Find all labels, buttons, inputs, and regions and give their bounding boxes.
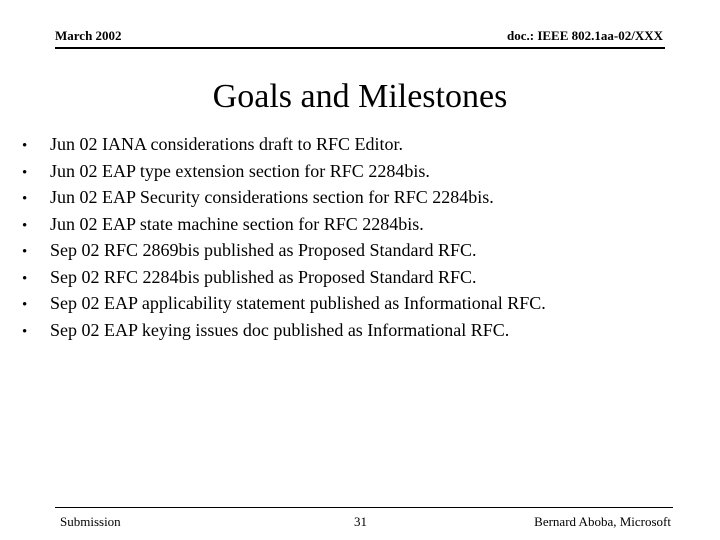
bullet-text: Sep 02 EAP keying issues doc published as Informational RFC. xyxy=(50,319,510,340)
footer-submission: Submission xyxy=(60,514,121,529)
bullet-glyph: • xyxy=(22,297,28,313)
bullet-item xyxy=(22,237,546,264)
bullet-text: Sep 02 RFC 2869bis published as Proposed Standard RFC. xyxy=(50,240,477,260)
bullet-glyph: • xyxy=(22,217,28,234)
bullet-glyph: • xyxy=(22,244,28,260)
bullet-glyph: • xyxy=(22,270,28,287)
bullet-text: Jun 02 EAP type extension section for RFC 2284bis. xyxy=(50,160,430,181)
footer-author: Bernard Aboba, Microsoft xyxy=(534,514,671,529)
bullet-glyph: • xyxy=(22,191,28,207)
bullet-item xyxy=(22,184,546,211)
slide-title: Goals and Milestones xyxy=(212,78,508,115)
footer-page-number: 31 xyxy=(354,514,367,529)
bullet-item xyxy=(22,317,546,344)
bullet-item xyxy=(22,290,546,317)
bullet-glyph: • xyxy=(22,323,28,340)
bullet-text: Sep 02 RFC 2284bis published as Proposed Standard RFC. xyxy=(50,266,477,287)
bullet-item xyxy=(22,264,546,291)
bullet-list xyxy=(22,131,546,343)
bullet-glyph: • xyxy=(22,138,28,154)
footer-rule xyxy=(55,507,673,508)
header-date: March 2002 xyxy=(55,28,122,43)
header-doc-id: doc.: IEEE 802.1aa-02/XXX xyxy=(506,28,663,43)
bullet-text: Jun 02 IANA considerations draft to RFC Editor. xyxy=(50,134,403,154)
bullet-text: Sep 02 EAP applicability statement published as Informational RFC. xyxy=(50,293,546,313)
bullet-glyph: • xyxy=(22,164,28,181)
header-rule xyxy=(55,47,665,49)
bullet-item xyxy=(22,131,546,158)
bullet-item xyxy=(22,211,546,238)
bullet-text: Jun 02 EAP Security considerations section for RFC 2284bis. xyxy=(50,187,494,207)
bullet-item xyxy=(22,158,546,185)
bullet-text: Jun 02 EAP state machine section for RFC 2284bis. xyxy=(50,213,424,234)
